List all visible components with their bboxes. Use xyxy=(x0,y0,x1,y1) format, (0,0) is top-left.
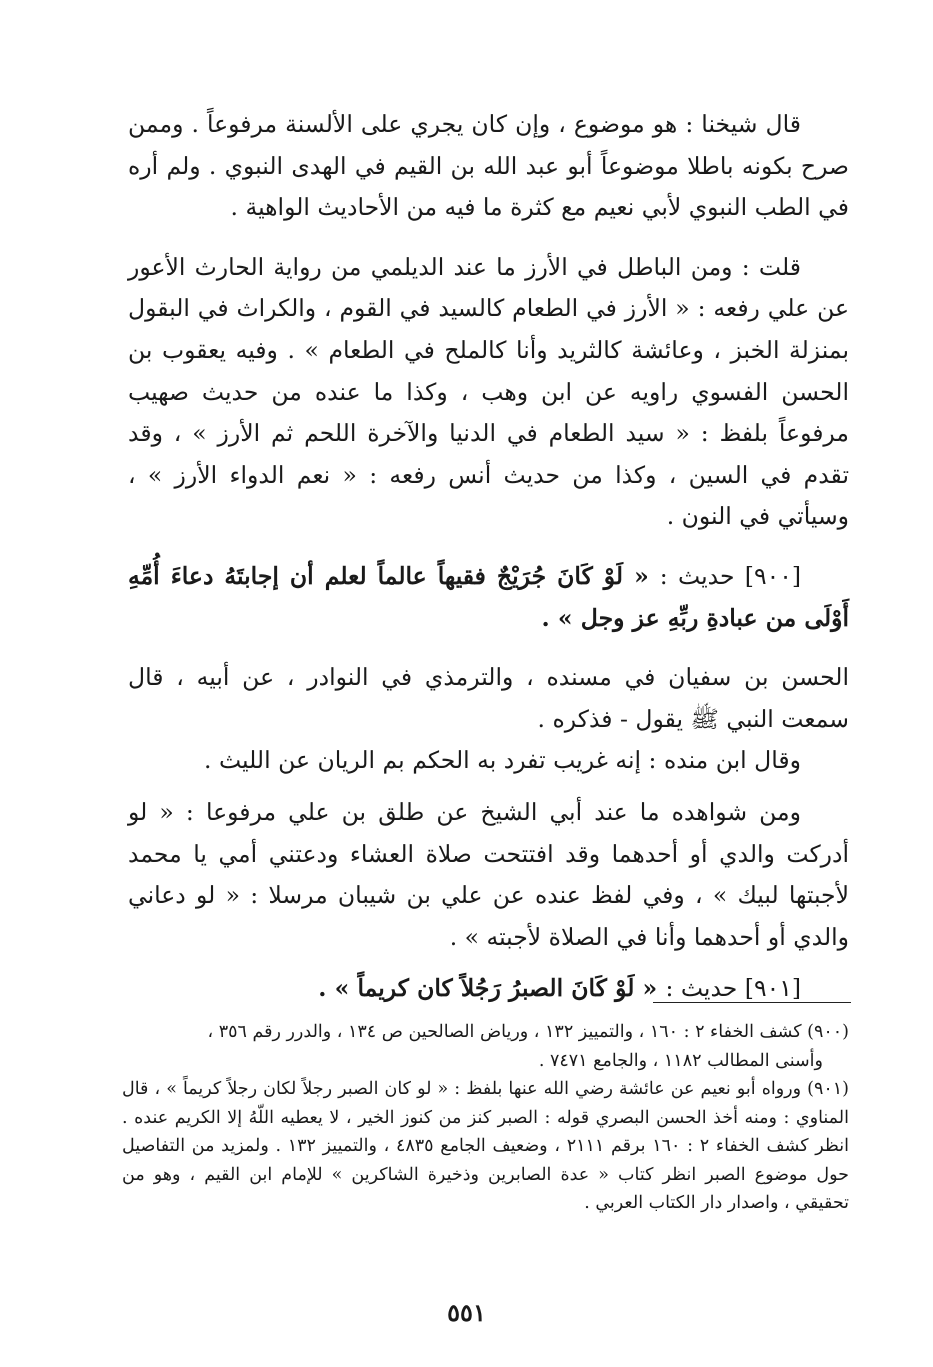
hadith-900-text: « لَوْ كَانَ جُرَيْجٌ فقيهاً عالماً لعلم أن إجابتَهُ دعاءَ أُمِّهِ أَوْلَى من عبادةِ ربِّهِ عز وجل » . xyxy=(128,561,849,632)
hadith-900-number: [٩٠٠] حديث : xyxy=(659,561,801,590)
hadith-900 xyxy=(128,556,849,639)
footnote-900-line-1: (٩٠٠) كشف الخفاء ٢ : ١٦٠ ، والتمييز ١٣٢ ، ورياض الصالحين ص ١٣٤ ، والدرر رقم ٣٥٦ ، xyxy=(207,1022,849,1042)
hadith-901-text: « لَوْ كَانَ الصبرُ رَجُلاً كان كريماً » . xyxy=(318,974,658,1003)
paragraph-4: وقال ابن منده : إنه غريب تفرد به الحكم بم الريان عن الليث . xyxy=(204,746,801,775)
page-number: ٥٥١ xyxy=(447,1298,486,1327)
paragraph-1: قال شيخنا : هو موضوع ، وإن كان يجري على الألسنة مرفوعاً . وممن صرح بكونه باطلا موضوعاً أبو عبد الله بن القيم في الهدى النبوي . ولم أره في الطب النبوي لأبي نعيم مع كثرة ما فيه من الأحاديث الواهية . xyxy=(128,110,849,222)
footnote-divider xyxy=(653,1002,851,1003)
paragraph-3: الحسن بن سفيان في مسنده ، والترمذي في النوادر ، عن أبيه ، قال سمعت النبي ﷺ يقول - فذكره . xyxy=(128,663,849,733)
footnote-901: (٩٠١) ورواه أبو نعيم عن عائشة رضي الله عنها بلفظ : « لو كان الصبر رجلاً لكان رجلاً كريماً » ، قال المناوي : ومنه أخذ الحسن البصري قوله : الصبر كنز من كنوز الخير ، لا يعطيه اللّهُ إلا الكريم عنده . انظر كشف الخفاء ٢ : ١٦٠ برقم ٢١١١ ، وضعيف الجامع ٤٨٣٥ ، والتمييز ١٣٢ . ولمزيد من التفاصيل حول موضوع الصبر انظر كتاب « عدة الصابرين وذخيرة الشاكرين » للإمام ابن القيم ، وهو من تحقيقي ، واصدار دار الكتاب العربي . xyxy=(122,1079,849,1213)
paragraph-5: ومن شواهده ما عند أبي الشيخ عن طلق بن علي مرفوعا : « لو أدركت والدي أو أحدهما وقد افتتحت صلاة العشاء ودعتني أمي يا محمد لأجبتها لبيك » ، وفي لفظ عنده عن علي بن شيبان مرسلا : « لو دعاني والدي أو أحدهما وأنا في الصلاة لأجبته » . xyxy=(128,797,849,951)
hadith-901 xyxy=(128,968,849,1010)
footnotes xyxy=(122,1018,849,1218)
paragraph-2: قلت : ومن الباطل في الأرز ما عند الديلمي من رواية الحارث الأعور عن علي رفعه : « الأرز في الطعام كالسيد في القوم ، والكراث في البقول بمنزلة الخبز ، وعائشة كالثريد وأنا كالملح في الطعام » . وفيه يعقوب بن الحسن الفسوي راويه عن ابن وهب ، وكذا ما عنده من حديث صهيب مرفوعاً بلفظ : « سيد الطعام في الدنيا والآخرة اللحم ثم الأرز » ، وقد تقدم في السين ، وكذا من حديث أنس رفعه : « نعم الدواء الأرز » ، وسيأتي في النون . xyxy=(128,252,849,531)
hadith-901-number: [٩٠١] حديث : xyxy=(665,974,801,1003)
main-text xyxy=(128,104,849,1010)
footnote-900-line-2: وأسنى المطالب ١١٨٢ ، والجامع ٧٤٧١ . xyxy=(538,1050,823,1071)
